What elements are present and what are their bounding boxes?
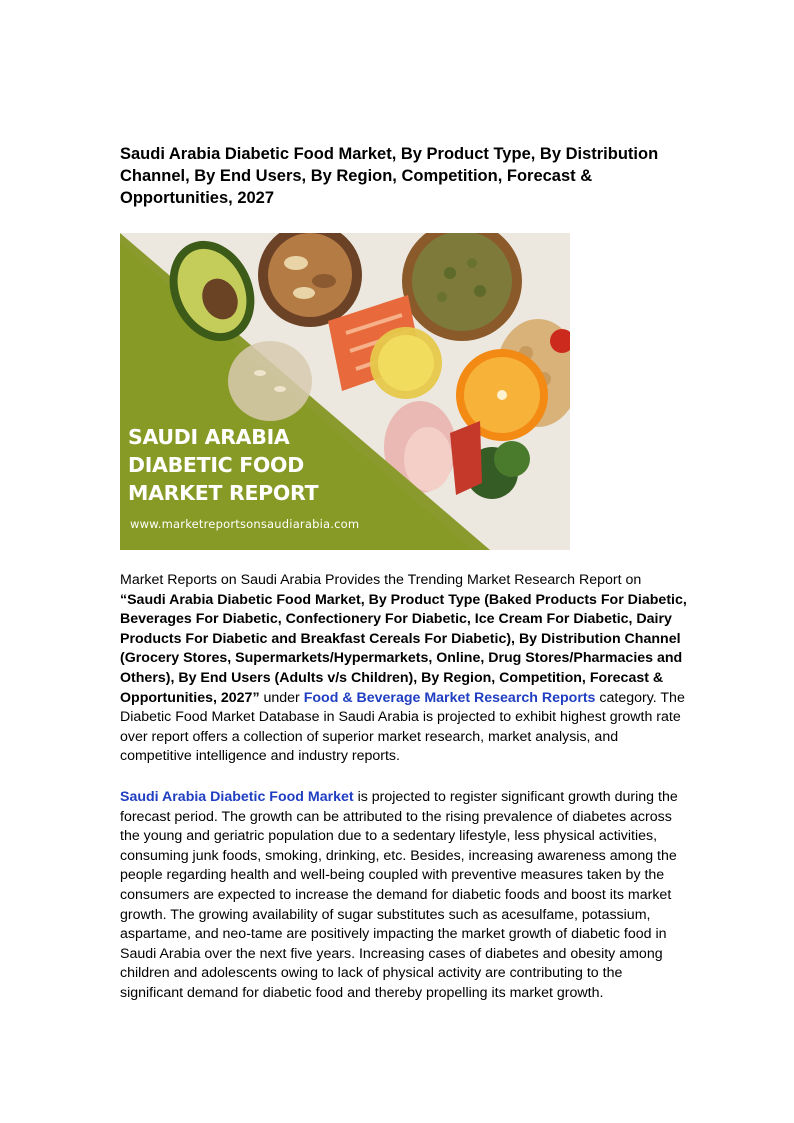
market-overview-text: is projected to register significant growth during the forecast period. The growth can be attributed to the rising prevalence of diabetes across the young and geriatric population due to a sedentary lifestyle, less physical activities, consuming junk foods, smoking, drinking, etc. Besides, increasing awareness among the people regarding health and well-being coupled with preventive measures taken by the consumers are expected to increase the demand for diabetic foods and boost its market growth. The growing availability of sugar substitutes such as acesulfame, potassium, aspartame, and neo-tame are positively impacting the market growth of diabetic food in Saudi Arabia over the next five years. Increasing cases of diabetes and obesity among children and adolescents owing to lack of physical activity are contributing to the significant demand for diabetic food and thereby propelling its market growth.	[120, 789, 678, 1001]
category-description: category. The Diabetic Food Market Database in Saudi Arabia is projected to exhibit highest growth rate over report offers a collection of superior market research, market analysis, and competitive intelligence and industry reports.	[120, 689, 685, 765]
report-full-title: Saudi Arabia Diabetic Food Market, By Product Type (Baked Products For Diabetic, Beverages For Diabetic, Confectionery For Diabetic, Ice Cream For Diabetic, Dairy Products For Diabetic and Breakfast Cereals For Diabetic), By Distribution Channel (Grocery Stores, Supermarkets/Hypermarkets, Online, Drug Stores/Pharmacies and Others), By End Users (Adults v/s Children), By Region, Competition, Forecast & Opportunities, 2027	[120, 591, 687, 706]
open-quote: “	[120, 591, 128, 608]
market-link[interactable]: Saudi Arabia Diabetic Food Market	[120, 789, 354, 805]
category-link[interactable]: Food & Beverage Market Research Reports	[303, 689, 596, 706]
report-title-emphasis	[120, 592, 687, 706]
banner-line-3: MARKET REPORT	[128, 481, 319, 505]
market-overview-paragraph	[120, 788, 688, 1004]
banner-line-2: DIABETIC FOOD	[128, 453, 304, 477]
under-text: under	[259, 689, 304, 706]
page-title: Saudi Arabia Diabetic Food Market, By Product Type, By Distribution Channel, By End Users, By Region, Competition, Forecast & Opportunities, 2027	[120, 145, 659, 207]
banner-line-1: SAUDI ARABIA	[128, 425, 290, 449]
banner-url: www.marketreportsonsaudiarabia.com	[130, 517, 360, 531]
intro-paragraph	[120, 571, 688, 767]
intro-text: Market Reports on Saudi Arabia Provides the Trending Market Research Report on	[120, 572, 642, 588]
close-quote: ”	[252, 689, 260, 706]
banner-headline	[128, 423, 318, 507]
report-banner-image	[120, 233, 570, 550]
